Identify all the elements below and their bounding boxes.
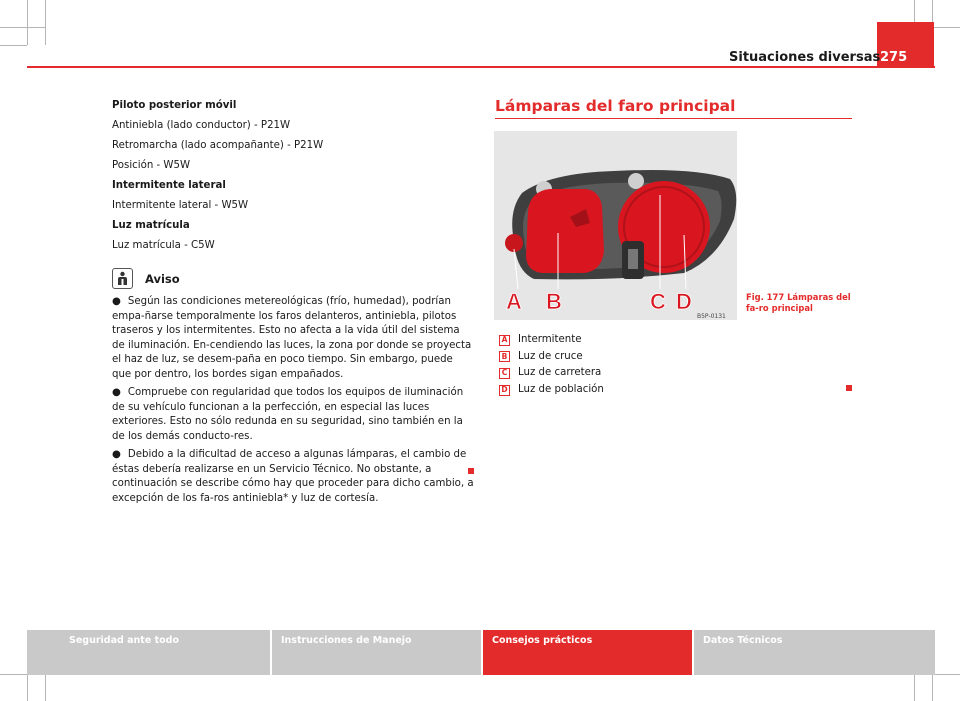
notice-header	[112, 268, 474, 289]
legend-label: Luz de cruce	[518, 350, 583, 362]
legend-key: C	[499, 368, 510, 379]
bulb-line: Retromarcha (lado acompañante) - P21W	[112, 140, 324, 151]
legend-item	[499, 382, 604, 399]
footer-tab-instrucciones[interactable]: Instrucciones de Manejo	[272, 630, 481, 675]
legend-item	[499, 365, 604, 382]
heading-side-indicator: Intermitente lateral	[112, 180, 226, 191]
legend-key: D	[499, 385, 510, 396]
bulb-line: Intermitente lateral - W5W	[112, 200, 249, 211]
headlight-illustration	[494, 131, 737, 320]
notice-bullet: ● Debido a la dificultad de acceso a algunas lámparas, el cambio de éstas debería realizarse en un Servicio Técnico. No obstante, a continuación se describe cómo hay que proceder para dicho cambio, a excepción de los fa-ros antiniebla* y luz de cortesía.	[112, 449, 474, 504]
bulb-line: Luz matrícula - C5W	[112, 240, 215, 251]
section-end-mark	[846, 385, 852, 391]
footer-tab-datos[interactable]: Datos Técnicos	[694, 630, 935, 675]
bulb-line: Antiniebla (lado conductor) - P21W	[112, 120, 291, 131]
legend	[499, 332, 604, 398]
crop-mark	[0, 27, 45, 28]
figure-label-a: A	[506, 289, 522, 314]
crop-mark	[45, 674, 46, 701]
notice-title: Aviso	[145, 271, 180, 286]
legend-label: Luz de carretera	[518, 367, 602, 379]
footer-tab-consejos[interactable]: Consejos prácticos	[483, 630, 692, 675]
legend-label: Luz de población	[518, 383, 604, 395]
notice-bullet: ● Según las condiciones metereológicas (frío, humedad), podrían empa-ñarse temporalmente los faros delanteros, antiniebla, pilotos traseros y los intermitentes. Esto no afecta a la vida útil del sistema de iluminación. En-cendiendo las luces, la zona por donde se proyecta el haz de luz, se desem-paña en poco tiempo. Sin embargo, puede que por dentro, los bordes sigan empañados.	[112, 296, 472, 380]
figure-label-b: B	[546, 289, 562, 314]
section-end-mark	[468, 468, 474, 474]
bulb-line: Posición - W5W	[112, 160, 191, 171]
legend-item	[499, 332, 604, 349]
left-column	[112, 98, 474, 510]
footer-tab-seguridad[interactable]: Seguridad ante todo	[27, 630, 270, 675]
figure-caption: Fig. 177 Lámparas del fa-ro principal	[746, 292, 851, 313]
legend-key: A	[499, 335, 510, 346]
footer-nav	[27, 630, 935, 675]
heading-rear-light: Piloto posterior móvil	[112, 100, 237, 111]
info-icon	[112, 268, 133, 289]
figure-label-c: C	[650, 289, 666, 314]
section-title: Situaciones diversas	[729, 50, 881, 65]
figure-label-d: D	[676, 289, 692, 314]
heading-plate-light: Luz matrícula	[112, 220, 190, 231]
figure-code: B5P-0131	[697, 313, 726, 320]
section-heading: Lámparas del faro principal	[495, 97, 736, 115]
crop-mark	[0, 45, 27, 46]
header-rule	[27, 66, 935, 68]
crop-mark	[932, 674, 933, 701]
crop-mark	[27, 0, 28, 45]
heading-rule	[495, 118, 852, 119]
crop-mark	[45, 0, 46, 45]
legend-key: B	[499, 351, 510, 362]
notice-bullet: ● Compruebe con regularidad que todos los equipos de iluminación de su vehículo funcionan a la perfección, en especial las luces exteriores. Esto no sólo redunda en su seguridad, sino también en la de los demás conducto-res.	[112, 387, 464, 442]
headlight-figure	[494, 131, 737, 320]
page-number: 275	[880, 50, 908, 65]
legend-label: Intermitente	[518, 334, 582, 345]
legend-item	[499, 349, 604, 366]
